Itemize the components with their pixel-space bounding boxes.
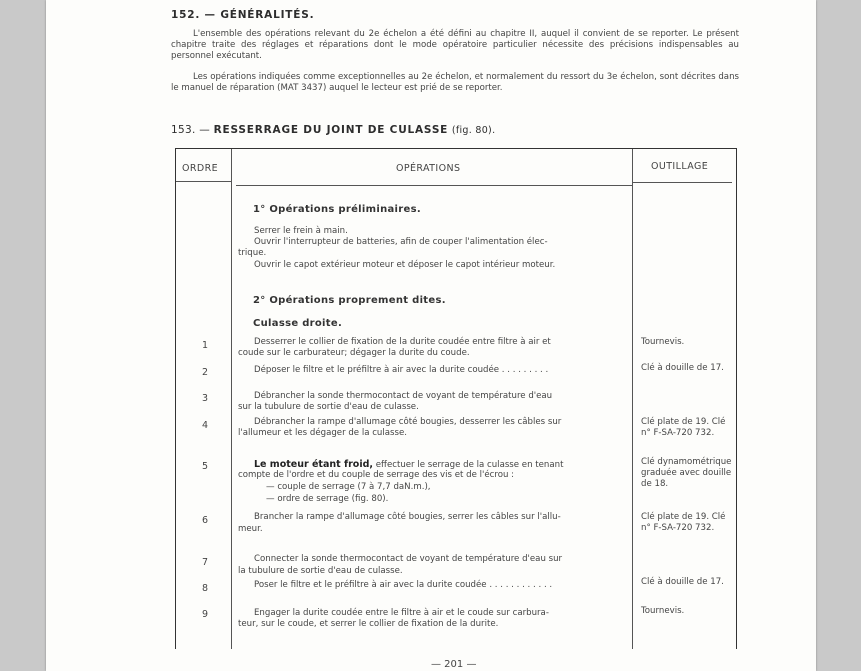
header-ordre: ORDRE <box>182 163 218 174</box>
row-tool: Clé dynamométrique graduée avec douille de 18. <box>641 457 732 489</box>
row-text: Le moteur étant froid, effectuer le serrage de la culasse en tenant <box>254 459 564 470</box>
section-152-paragraph-2: Les opérations indiquées comme exceptionnelles au 2e échelon, et normalement du ressort du 3e échelon, sont décrites dans le manuel de réparation (MAT 3437) auquel le lecteur est prié de se reporter. <box>171 72 739 93</box>
section-152-heading: 152. — GÉNÉRALITÉS. <box>171 9 315 21</box>
row-text: teur, sur le coude, et serrer le collier de fixation de la durite. <box>238 619 499 629</box>
prelim-line: Serrer le frein à main. <box>254 226 348 236</box>
row-number: 1 <box>201 340 209 351</box>
row-text: Poser le filtre et le préfiltre à air avec la durite coudée . . . . . . . . . . . . <box>254 580 553 590</box>
proper-subheading: 2° Opérations proprement dites. <box>253 295 446 306</box>
row-text: Brancher la rampe d'allumage côté bougies, serrer les câbles sur l'allu- <box>254 512 561 522</box>
row-text: Engager la durite coudée entre le filtre à air et le coude sur carbura- <box>254 608 549 618</box>
row-tool: Tournevis. <box>641 337 685 347</box>
section-153-heading: 153. — RESSERRAGE DU JOINT DE CULASSE (fig. 80). <box>171 124 496 136</box>
table-header-rule <box>176 181 231 182</box>
row-number: 5 <box>201 461 209 472</box>
prelim-line: Ouvrir le capot extérieur moteur et déposer le capot intérieur moteur. <box>254 260 556 270</box>
row-tool: Clé à douille de 17. <box>641 577 724 587</box>
row-number: 6 <box>201 515 209 526</box>
row-text: meur. <box>238 524 263 534</box>
prelim-subheading: 1° Opérations préliminaires. <box>253 204 421 215</box>
row-text: la tubulure de sortie d'eau de culasse. <box>238 566 403 576</box>
operations-table <box>175 148 737 649</box>
row-text: coude sur le carburateur; dégager la durite du coude. <box>238 348 470 358</box>
prelim-line: Ouvrir l'interrupteur de batteries, afin de couper l'alimentation élec- <box>254 237 548 247</box>
row-tool: Tournevis. <box>641 606 685 616</box>
header-operations: OPÉRATIONS <box>396 163 461 174</box>
row-text: l'allumeur et les dégager de la culasse. <box>238 428 408 438</box>
table-header-rule <box>236 185 632 186</box>
prelim-line: trique. <box>238 248 267 258</box>
row-number: 2 <box>201 367 209 378</box>
row-tool: Clé à douille de 17. <box>641 363 724 373</box>
row-tool: Clé plate de 19. Clé n° F-SA-720 732. <box>641 417 726 438</box>
row-text: sur la tubulure de sortie d'eau de culasse. <box>238 402 419 412</box>
table-header-rule <box>632 182 732 183</box>
header-outillage: OUTILLAGE <box>651 161 709 172</box>
row-text: Connecter la sonde thermocontact de voyant de température d'eau sur <box>254 554 563 564</box>
row-number: 8 <box>201 583 209 594</box>
row-text: Débrancher la rampe d'allumage côté bougies, desserrer les câbles sur <box>254 417 562 427</box>
row-number: 3 <box>201 393 209 404</box>
row-text: Débrancher la sonde thermocontact de voyant de température d'eau <box>254 391 553 401</box>
document-page <box>46 0 816 671</box>
row-text: — ordre de serrage (fig. 80). <box>266 494 389 504</box>
section-152-paragraph-1: L'ensemble des opérations relevant du 2e échelon a été défini au chapitre II, auquel il convient de se reporter. Le présent chapitre traite des réglages et réparations dont le mode opératoire particulier nécessite des précisions indispensables au personnel exécutant. <box>171 29 739 61</box>
row-text: Desserrer le collier de fixation de la durite coudée entre filtre à air et <box>254 337 551 347</box>
row-tool: Clé plate de 19. Clé n° F-SA-720 732. <box>641 512 726 533</box>
culasse-subheading: Culasse droite. <box>253 318 343 329</box>
row-text: compte de l'ordre et du couple de serrage des vis et de l'écrou : <box>238 470 515 480</box>
row-text: Déposer le filtre et le préfiltre à air avec la durite coudée . . . . . . . . . <box>254 365 549 375</box>
page-number: — 201 — <box>431 659 477 670</box>
row-number: 4 <box>201 420 209 431</box>
row-number: 9 <box>201 609 209 620</box>
table-column-divider <box>632 149 633 649</box>
row-number: 7 <box>201 557 209 568</box>
row-text: — couple de serrage (7 à 7,7 daN.m.), <box>266 482 431 492</box>
table-column-divider <box>231 149 232 649</box>
